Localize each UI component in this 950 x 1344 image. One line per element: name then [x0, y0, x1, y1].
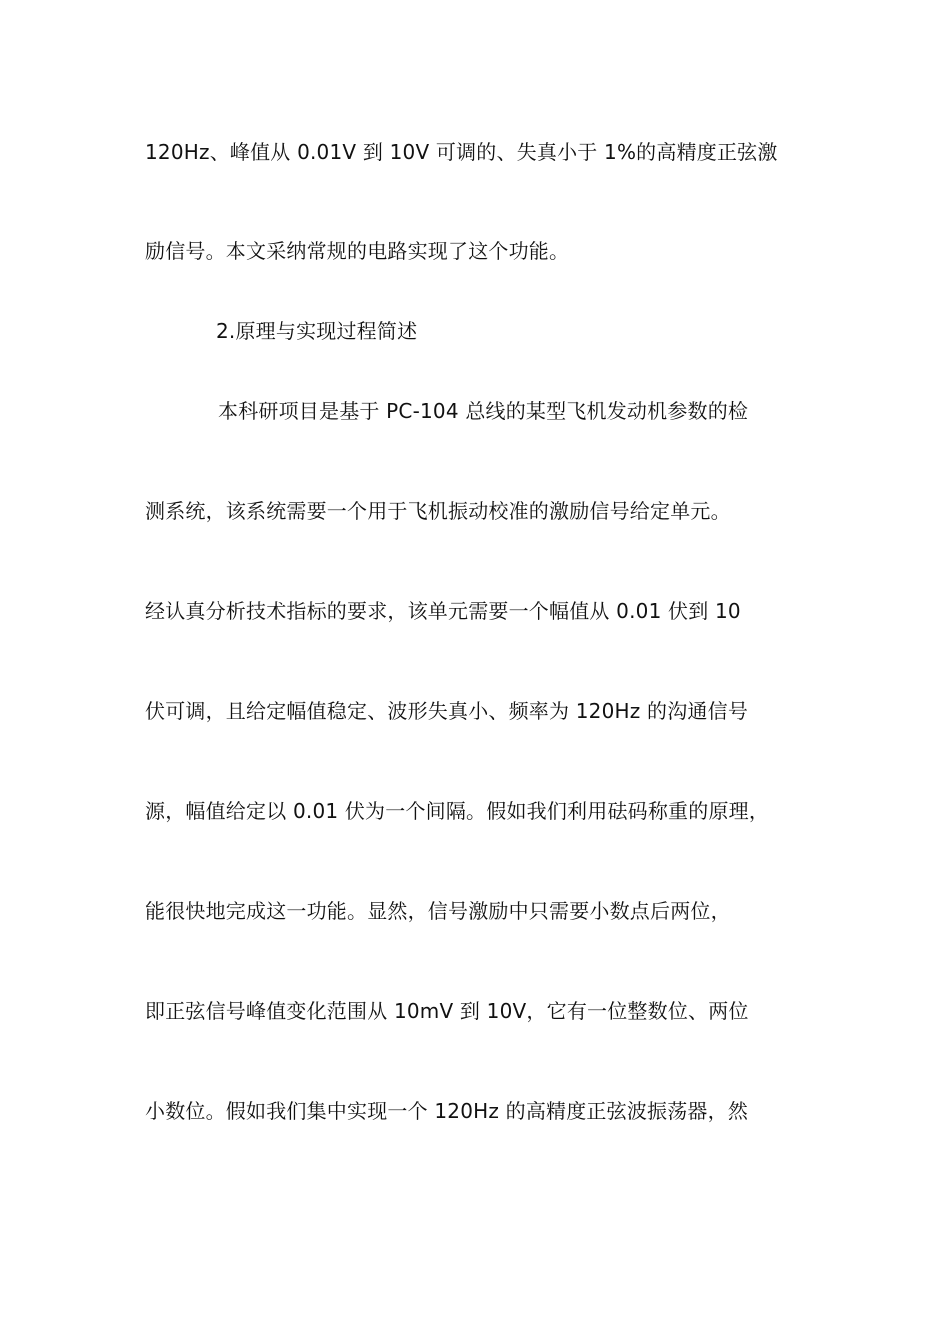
text-line: 本科研项目是基于 PC-104 总线的某型飞机发动机参数的检: [218, 399, 749, 423]
text-line: 伏可调，且给定幅值稳定、波形失真小、频率为 120Hz 的沟通信号: [145, 699, 749, 723]
text-line: 测系统，该系统需要一个用于飞机振动校准的激励信号给定单元。: [145, 499, 731, 523]
text-line: 经认真分析技术指标的要求，该单元需要一个幅值从 0.01 伏到 10: [145, 599, 741, 623]
text-line: 能很快地完成这一功能。显然，信号激励中只需要小数点后两位，: [145, 899, 731, 923]
text-line: 120Hz、峰值从 0.01V 到 10V 可调的、失真小于 1%的高精度正弦激: [145, 140, 778, 164]
text-line: 即正弦信号峰值变化范围从 10mV 到 10V，它有一位整数位、两位: [145, 999, 749, 1023]
section-heading: 2.原理与实现过程简述: [216, 319, 418, 343]
text-line: 源，幅值给定以 0.01 伏为一个间隔。假如我们利用砝码称重的原理，: [145, 799, 770, 823]
text-line: 励信号。本文采纳常规的电路实现了这个功能。: [145, 239, 570, 263]
text-line: 小数位。假如我们集中实现一个 120Hz 的高精度正弦波振荡器，然: [145, 1099, 749, 1123]
